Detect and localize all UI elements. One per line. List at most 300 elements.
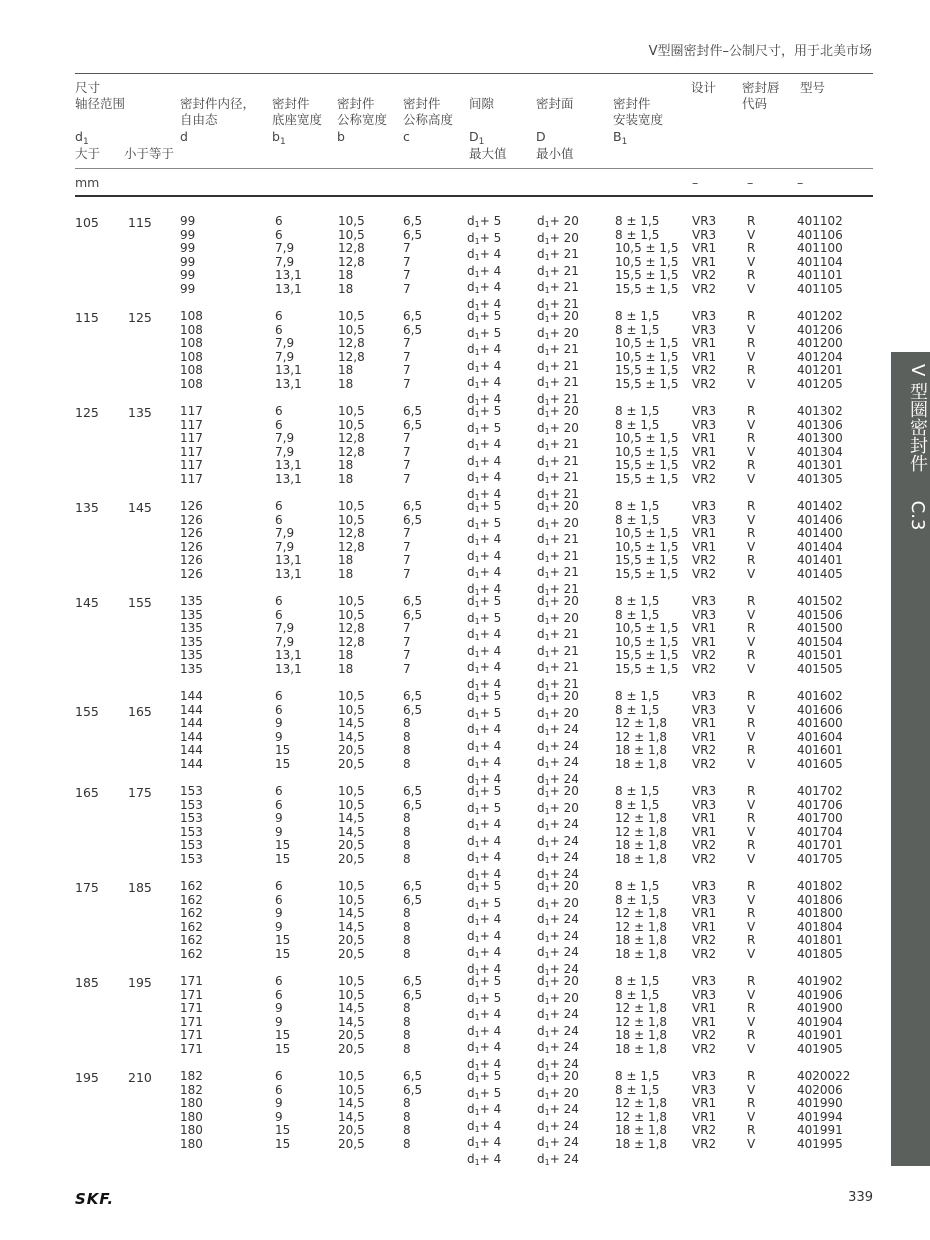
table-cell: 6,5 (403, 214, 423, 228)
table-cell: VR3 (692, 689, 717, 703)
table-cell: 135 (180, 634, 203, 649)
table-cell: 6,5 (403, 227, 423, 242)
table-cell: 6 (275, 1069, 283, 1083)
column-b1 (275, 405, 302, 487)
table-cell: 8 (403, 1109, 411, 1124)
table-cell: 8 ± 1,5 (615, 499, 660, 513)
table-cell: 9 (275, 1014, 283, 1029)
table-cell: VR2 (692, 838, 717, 853)
table-cell: 15 (275, 946, 291, 961)
table-cell: 99 (180, 227, 196, 242)
table-cell: 171 (180, 1028, 203, 1043)
table-cell: 99 (180, 254, 196, 269)
table-cell: 401604 (797, 729, 843, 744)
table-cell: V (747, 607, 756, 622)
table-cell: 12,8 (338, 254, 365, 269)
table-cell: 18 ± 1,8 (615, 1041, 668, 1056)
table-cell: 12 ± 1,8 (615, 716, 668, 731)
table-cell: 401101 (797, 268, 843, 283)
table-cell: R (747, 689, 756, 703)
column-d (537, 310, 579, 410)
table-cell: 13,1 (275, 471, 302, 486)
table-cell: $d_1+ 4$ (467, 850, 502, 866)
table-cell: 7 (403, 634, 411, 649)
table-cell: 8 ± 1,5 (615, 1069, 660, 1083)
table-cell: V (747, 281, 756, 296)
column-d1 (467, 975, 501, 1075)
table-cell: $d_1+ 4$ (467, 928, 502, 944)
column-code (747, 785, 755, 867)
column-d (180, 880, 203, 962)
header-base-width: 密封件 底座宽度 (272, 96, 323, 127)
table-cell: 171 (180, 1014, 203, 1029)
column-b1 (275, 500, 302, 582)
table-cell: VR3 (692, 607, 717, 622)
table-cell: $d_1+ 4$ (467, 771, 502, 787)
table-cell: 18 (338, 268, 354, 283)
table-cell: 13,1 (275, 553, 302, 568)
table-cell: 6 (275, 214, 283, 228)
table-cell: 401504 (797, 634, 843, 649)
table-cell: 10,5 ± 1,5 (615, 539, 679, 554)
table-cell: 8 (403, 729, 411, 744)
table-cell: $d_1+ 5$ (467, 420, 502, 436)
table-cell: $d_1+ 4$ (467, 1118, 502, 1134)
header-shaft-range: 轴径范围 (75, 96, 126, 111)
table-cell: 401501 (797, 648, 843, 663)
table-cell: 8 (403, 824, 411, 839)
table-cell: R (747, 431, 756, 446)
table-cell: 12 ± 1,8 (615, 811, 668, 826)
shaft-incl: 135 (128, 405, 152, 420)
table-cell: V (747, 824, 756, 839)
table-cell: 15 (275, 851, 291, 866)
table-cell: VR1 (692, 811, 717, 826)
table-cell: $d_1+ 4$ (467, 912, 502, 928)
table-cell: 401806 (797, 892, 843, 907)
column-b1 (615, 785, 667, 867)
column-b1 (615, 215, 679, 297)
table-cell: 18 (338, 661, 354, 676)
shaft-incl: 195 (128, 975, 152, 990)
table-cell: 171 (180, 1041, 203, 1056)
shaft-incl: 145 (128, 500, 152, 515)
table-cell: 402006 (797, 1082, 843, 1097)
table-cell: $d_1+ 4$ (467, 375, 502, 391)
column-desig (797, 215, 843, 297)
column-b1 (615, 1070, 667, 1152)
table-cell: $d_1+ 5$ (467, 325, 502, 341)
table-cell: 7,9 (275, 241, 295, 256)
table-cell: $d_1+ 24$ (537, 1007, 579, 1023)
table-cell: 171 (180, 974, 203, 988)
table-cell: $d_1+ 4$ (467, 486, 502, 502)
page-number: 339 (848, 1190, 873, 1205)
table-cell: 7 (403, 268, 411, 283)
column-d1 (467, 690, 501, 790)
column-code (747, 310, 755, 392)
table-cell: 12,8 (338, 621, 365, 636)
header-installed-width-symbol: $B_1$ (613, 129, 628, 147)
table-cell: R (747, 784, 756, 798)
table-cell: 144 (180, 689, 203, 703)
header-nominal-width-symbol: b (337, 129, 345, 144)
table-cell: $d_1+ 5$ (467, 1085, 502, 1101)
table-cell: V (747, 376, 756, 391)
table-cell: VR2 (692, 1041, 717, 1056)
header-design: 设计 (691, 80, 717, 95)
column-d (537, 405, 579, 505)
table-cell: $d_1+ 20$ (537, 515, 579, 531)
table-cell: 13,1 (275, 566, 302, 581)
table-cell: $d_1+ 24$ (537, 755, 579, 771)
table-cell: 18 ± 1,8 (615, 756, 668, 771)
table-cell: V (747, 254, 756, 269)
table-cell: 117 (180, 404, 203, 418)
column-d (180, 595, 203, 677)
table-cell: R (747, 1069, 756, 1083)
table-cell: 6 (275, 974, 283, 988)
table-cell: 10,5 (338, 987, 365, 1002)
table-cell: 6 (275, 417, 283, 432)
table-cell: 401506 (797, 607, 843, 622)
column-d (537, 975, 579, 1075)
header-over: 大于 (75, 146, 101, 161)
column-d1 (467, 215, 501, 315)
column-d (180, 310, 203, 392)
table-cell: $d_1+ 20$ (537, 784, 579, 799)
header-designation: 型号 (800, 80, 826, 95)
table-cell: R (747, 743, 756, 758)
table-cell: 401600 (797, 716, 843, 731)
table-cell: 6 (275, 784, 283, 798)
table-cell: $d_1+ 20$ (537, 214, 579, 229)
table-cell: VR2 (692, 1136, 717, 1151)
shaft-incl: 115 (128, 215, 152, 230)
header-max: 最大值 (469, 146, 507, 161)
column-d (537, 500, 579, 600)
table-cell: R (747, 553, 756, 568)
table-cell: VR3 (692, 322, 717, 337)
table-cell: 18 ± 1,8 (615, 851, 668, 866)
table-cell: $d_1+ 24$ (537, 1102, 579, 1118)
unit-label: mm (75, 175, 100, 190)
table-cell: 7,9 (275, 431, 295, 446)
table-cell: $d_1+ 5$ (467, 404, 502, 419)
column-b (338, 500, 365, 582)
table-cell: $d_1+ 21$ (537, 470, 579, 486)
table-cell: 135 (180, 594, 203, 608)
table-cell: 20,5 (338, 1028, 365, 1043)
table-cell: 13,1 (275, 281, 302, 296)
table-cell: 401204 (797, 349, 843, 364)
table-cell: 401804 (797, 919, 843, 934)
table-cell: R (747, 241, 756, 256)
column-design (692, 690, 716, 772)
table-cell: 18 (338, 281, 354, 296)
table-cell: VR1 (692, 634, 717, 649)
table-cell: 108 (180, 349, 203, 364)
table-cell: 20,5 (338, 743, 365, 758)
table-cell: 7,9 (275, 539, 295, 554)
table-cell: $d_1+ 20$ (537, 1069, 579, 1084)
table-cell: $d_1+ 20$ (537, 1085, 579, 1101)
table-cell: 8 ± 1,5 (615, 1082, 660, 1097)
table-cell: R (747, 336, 756, 351)
table-cell: V (747, 661, 756, 676)
table-cell: $d_1+ 24$ (537, 1151, 579, 1167)
table-cell: $d_1+ 21$ (537, 676, 579, 692)
table-cell: 7 (403, 376, 411, 391)
table-cell: 126 (180, 553, 203, 568)
table-cell: 7 (403, 241, 411, 256)
table-cell: 10,5 (338, 417, 365, 432)
table-cell: VR3 (692, 404, 717, 418)
table-cell: R (747, 838, 756, 853)
table-cell: 8 ± 1,5 (615, 797, 660, 812)
table-cell: 12 ± 1,8 (615, 1001, 668, 1016)
table-cell: 6 (275, 892, 283, 907)
table-cell: 9 (275, 1001, 283, 1016)
table-cell: $d_1+ 4$ (467, 247, 502, 263)
table-cell: 153 (180, 838, 203, 853)
table-cell: 6 (275, 499, 283, 513)
size-group (0, 974, 880, 1072)
table-cell: 20,5 (338, 1041, 365, 1056)
table-cell: 401606 (797, 702, 843, 717)
table-cell: V (747, 946, 756, 961)
table-cell: 8 (403, 1001, 411, 1016)
table-cell: 401104 (797, 254, 843, 269)
table-cell: 6,5 (403, 607, 423, 622)
table-cell: 12,8 (338, 431, 365, 446)
table-cell: $d_1+ 24$ (537, 1040, 579, 1056)
table-cell: R (747, 648, 756, 663)
table-cell: $d_1+ 21$ (537, 548, 579, 564)
table-cell: 12,8 (338, 349, 365, 364)
shaft-over: 155 (75, 703, 99, 719)
table-cell: 180 (180, 1096, 203, 1111)
table-cell: 180 (180, 1123, 203, 1138)
table-cell: 9 (275, 824, 283, 839)
table-cell: 8 ± 1,5 (615, 987, 660, 1002)
size-group (0, 689, 880, 787)
table-cell: 180 (180, 1136, 203, 1151)
table-cell: 6,5 (403, 987, 423, 1002)
page-header: V型圈密封件–公制尺寸，用于北美市场 (648, 44, 872, 59)
table-cell: 10,5 (338, 784, 365, 798)
table-cell: 108 (180, 309, 203, 323)
table-cell: VR1 (692, 729, 717, 744)
table-cell: VR3 (692, 512, 717, 527)
column-design (692, 975, 716, 1057)
header-free-id-symbol: d (180, 129, 188, 144)
header-installed-width: 密封件 安装宽度 (613, 96, 664, 127)
table-cell: 401306 (797, 417, 843, 432)
table-cell: V (747, 729, 756, 744)
table-cell: $d_1+ 4$ (467, 453, 502, 469)
table-cell: 6,5 (403, 1082, 423, 1097)
table-cell: VR1 (692, 431, 717, 446)
table-cell: R (747, 363, 756, 378)
table-cell: $d_1+ 21$ (537, 263, 579, 279)
column-b1 (275, 310, 302, 392)
table-cell: 401991 (797, 1123, 843, 1138)
table-cell: 401205 (797, 376, 843, 391)
table-cell: 8 ± 1,5 (615, 879, 660, 893)
table-cell: 12 ± 1,8 (615, 824, 668, 839)
table-cell: $d_1+ 4$ (467, 1007, 502, 1023)
table-cell: 7 (403, 431, 411, 446)
table-cell: 401405 (797, 566, 843, 581)
table-cell: 13,1 (275, 376, 302, 391)
header-d1: $d_1$ (75, 129, 89, 147)
column-d1 (467, 405, 501, 505)
shaft-over: 125 (75, 405, 99, 420)
column-b1 (615, 690, 667, 772)
table-cell: $d_1+ 4$ (467, 755, 502, 771)
shaft-over: 185 (75, 975, 99, 990)
table-cell: 10,5 ± 1,5 (615, 431, 679, 446)
table-cell: 18 ± 1,8 (615, 1136, 668, 1151)
table-cell: R (747, 594, 756, 608)
table-cell: 401505 (797, 661, 843, 676)
table-cell: V (747, 512, 756, 527)
table-cell: 126 (180, 566, 203, 581)
column-b (338, 310, 365, 392)
table-cell: 9 (275, 729, 283, 744)
column-code (747, 405, 755, 487)
table-cell: $d_1+ 5$ (467, 610, 502, 626)
table-cell: 6,5 (403, 594, 423, 608)
table-cell: 18 (338, 458, 354, 473)
column-design (692, 405, 716, 487)
table-cell: V (747, 417, 756, 432)
column-d (537, 880, 579, 980)
table-cell: VR1 (692, 1001, 717, 1016)
column-d (537, 595, 579, 695)
column-d1 (467, 595, 501, 695)
table-cell: $d_1+ 5$ (467, 879, 502, 894)
table-cell: 401500 (797, 621, 843, 636)
table-cell: R (747, 621, 756, 636)
table-cell: 135 (180, 607, 203, 622)
table-cell: 171 (180, 1001, 203, 1016)
column-code (747, 880, 755, 962)
table-cell: VR1 (692, 254, 717, 269)
column-code (747, 595, 755, 677)
table-cell: 401106 (797, 227, 843, 242)
table-cell: R (747, 1096, 756, 1111)
table-cell: 14,5 (338, 1109, 365, 1124)
table-cell: V (747, 471, 756, 486)
table-cell: $d_1+ 24$ (537, 833, 579, 849)
table-cell: 10,5 (338, 499, 365, 513)
column-design (692, 880, 716, 962)
table-cell: 18 ± 1,8 (615, 933, 668, 948)
table-cell: $d_1+ 5$ (467, 230, 502, 246)
header-counterface: 密封面 (536, 96, 574, 111)
table-cell: $d_1+ 24$ (537, 961, 579, 977)
table-cell: $d_1+ 20$ (537, 404, 579, 419)
table-cell: 12 ± 1,8 (615, 1096, 668, 1111)
table-cell: 15 (275, 838, 291, 853)
table-cell: VR2 (692, 743, 717, 758)
table-cell: 14,5 (338, 919, 365, 934)
shaft-over: 115 (75, 310, 99, 325)
table-cell: VR2 (692, 648, 717, 663)
table-cell: $d_1+ 20$ (537, 990, 579, 1006)
table-cell: 8 (403, 946, 411, 961)
table-cell: $d_1+ 4$ (467, 437, 502, 453)
table-cell: V (747, 892, 756, 907)
table-cell: $d_1+ 4$ (467, 945, 502, 961)
table-cell: 7,9 (275, 254, 295, 269)
table-cell: 6,5 (403, 784, 423, 798)
column-desig (797, 880, 843, 962)
column-b1 (275, 880, 290, 962)
table-cell: 20,5 (338, 851, 365, 866)
table-cell: VR1 (692, 444, 717, 459)
header-size: 尺寸 (75, 80, 101, 95)
table-cell: 7,9 (275, 444, 295, 459)
table-cell: VR2 (692, 1028, 717, 1043)
design-unit-dash: – (692, 175, 699, 190)
table-cell: VR3 (692, 879, 717, 893)
table-cell: 8 (403, 1123, 411, 1138)
table-cell: VR1 (692, 241, 717, 256)
table-cell: VR1 (692, 349, 717, 364)
table-cell: VR3 (692, 1082, 717, 1097)
table-cell: R (747, 404, 756, 418)
table-cell: 15,5 ± 1,5 (615, 566, 679, 581)
table-cell: $d_1+ 5$ (467, 594, 502, 609)
table-top-rule (75, 73, 873, 74)
table-cell: $d_1+ 24$ (537, 771, 579, 787)
table-cell: 7,9 (275, 349, 295, 364)
table-cell: V (747, 322, 756, 337)
table-cell: 153 (180, 851, 203, 866)
table-cell: 10,5 ± 1,5 (615, 526, 679, 541)
table-cell: 12,8 (338, 336, 365, 351)
table-cell: $d_1+ 4$ (467, 627, 502, 643)
table-cell: 6 (275, 512, 283, 527)
table-cell: $d_1+ 4$ (467, 391, 502, 407)
table-cell: 18 (338, 648, 354, 663)
table-cell: 15 (275, 1136, 291, 1151)
column-d1 (467, 1070, 501, 1170)
table-cell: 126 (180, 499, 203, 513)
table-cell: 7 (403, 363, 411, 378)
table-cell: $d_1+ 21$ (537, 342, 579, 358)
shaft-over: 145 (75, 595, 99, 610)
table-cell: R (747, 811, 756, 826)
table-cell: $d_1+ 20$ (537, 420, 579, 436)
table-cell: $d_1+ 4$ (467, 358, 502, 374)
table-cell: R (747, 214, 756, 228)
table-cell: 182 (180, 1082, 203, 1097)
column-d (180, 690, 203, 772)
table-cell: 7,9 (275, 621, 295, 636)
table-cell: 10,5 ± 1,5 (615, 349, 679, 364)
column-c (403, 215, 422, 297)
table-cell: 15 (275, 1041, 291, 1056)
table-cell: 7 (403, 648, 411, 663)
table-cell: R (747, 906, 756, 921)
table-cell: 401704 (797, 824, 843, 839)
table-cell: $d_1+ 4$ (467, 581, 502, 597)
table-cell: 7 (403, 281, 411, 296)
